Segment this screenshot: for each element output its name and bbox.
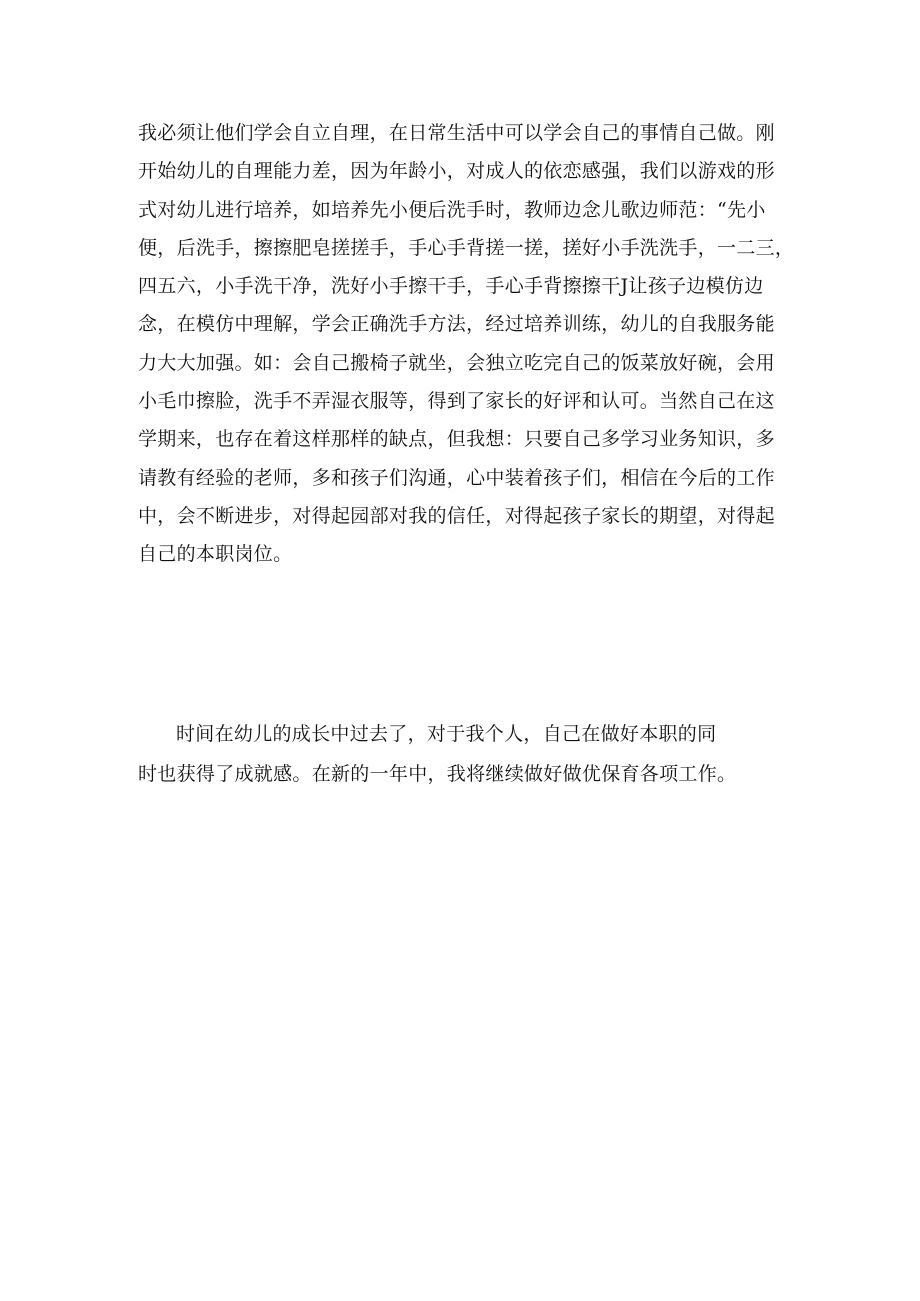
paragraph-2 [138, 714, 798, 794]
text-line: 请教有经验的老师，多和孩子们沟通，心中装着孩子们，相信在今后的工作 [138, 466, 775, 489]
text-line: 中，会不断进步，对得起园部对我的信任，对得起孩子家长的期望，对得起 [138, 504, 775, 527]
text-line: 力大大加强。如：会自己搬椅子就坐，会独立吃完自己的饭菜放好碗，会用 [138, 351, 775, 374]
text-line: 式对幼儿进行培养，如培养先小便后洗手时，教师边念儿歌边师范：“先小 [138, 198, 766, 221]
text-line: 时间在幼儿的成长中过去了，对于我个人，自己在做好本职的同 [176, 723, 717, 745]
text-line: 四五六，小手洗干净，洗好小手擦干手，手心手背擦擦干J让孩子边模仿边 [138, 275, 764, 298]
text-line: 学期来，也存在着这样那样的缺点，但我想：只要自己多学习业务知识，多 [138, 428, 775, 451]
text-line: 念，在模仿中理解，学会正确洗手方法，经过培养训练，幼儿的自我服务能 [138, 313, 775, 336]
text-line: 时也获得了成就感。在新的一年中，我将继续做好做优保育各项工作。 [138, 763, 737, 785]
paragraph-1 [138, 114, 798, 574]
text-line: 小毛巾擦脸，洗手不弄湿衣服等，得到了家长的好评和认可。当然自己在这 [138, 390, 775, 413]
text-line: 我必须让他们学会自立自理，在日常生活中可以学会自己的事情自己做。刚 [138, 122, 775, 144]
text-line: 开始幼儿的自理能力差，因为年龄小，对成人的依恋感强，我们以游戏的形 [138, 160, 775, 183]
text-line: 便，后洗手，擦擦肥皂搓搓手，手心手背搓一搓，搓好小手洗洗手，一二三， [138, 236, 795, 259]
text-line: 自己的本职岗位。 [138, 543, 293, 566]
